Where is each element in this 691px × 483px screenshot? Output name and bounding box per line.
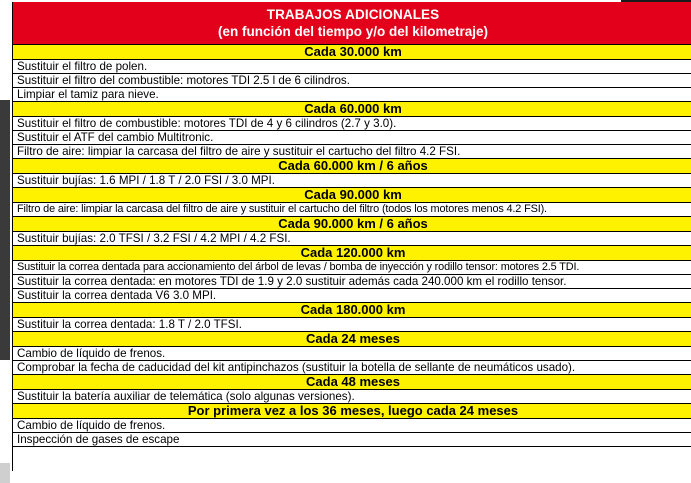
table-row: Sustituir la correa dentada: en motores TDI de 1.9 y 2.0 sustituir además cada 240.000 km el rodillo tensor.	[13, 274, 691, 288]
section-header-24-months: Cada 24 meses	[13, 331, 691, 346]
table-row: Cambio de líquido de frenos.	[13, 418, 691, 432]
table-title-line2: (en función del tiempo y/o del kilometraje)	[217, 24, 489, 39]
table-row: Sustituir la correa dentada para accionamiento del árbol de levas / bomba de inyección y rodillo tensor: motores 2.5 TDI.	[13, 260, 691, 274]
table-row: Sustituir la correa dentada V6 3.0 MPI.	[13, 288, 691, 302]
table-row: Comprobar la fecha de caducidad del kit antipinchazos (sustituir la botella de sellante de neumáticos usado).	[13, 360, 691, 374]
table-row: Sustituir el filtro de polen.	[13, 59, 691, 73]
section-header-48-months: Cada 48 meses	[13, 374, 691, 389]
table-row: Filtro de aire: limpiar la carcasa del filtro de aire y sustituir el cartucho del filtro (todos los motores menos 4.2 FSI).	[13, 202, 691, 216]
section-header-90000km-6-years: Cada 90.000 km / 6 años	[13, 216, 691, 231]
maintenance-table	[12, 2, 691, 471]
table-row: Sustituir el ATF del cambio Multitronic.	[13, 130, 691, 144]
table-row: Sustituir bujías: 1.6 MPI / 1.8 T / 2.0 FSI / 3.0 MPI.	[13, 173, 691, 187]
section-header-60000km-6-years: Cada 60.000 km / 6 años	[13, 158, 691, 173]
table-row: Cambio de líquido de frenos.	[13, 346, 691, 360]
section-header-60000km: Cada 60.000 km	[13, 101, 691, 116]
section-header-120000km: Cada 120.000 km	[13, 245, 691, 260]
table-row: Sustituir la batería auxiliar de telemática (solo algunas versiones).	[13, 389, 691, 403]
table-row: Sustituir la correa dentada: 1.8 T / 2.0 TFSI.	[13, 317, 691, 331]
table-row: Sustituir el filtro del combustible: motores TDI 2.5 l de 6 cilindros.	[13, 73, 691, 87]
background-strip-bottom-left	[0, 463, 10, 483]
section-header-90000km: Cada 90.000 km	[13, 187, 691, 202]
section-header-30000km: Cada 30.000 km	[13, 44, 691, 59]
table-row: Sustituir el filtro de combustible: motores TDI de 4 y 6 cilindros (2.7 y 3.0).	[13, 116, 691, 130]
table-row: Sustituir bujías: 2.0 TFSI / 3.2 FSI / 4.2 MPI / 4.2 FSI.	[13, 231, 691, 245]
table-title-line1: TRABAJOS ADICIONALES	[266, 7, 440, 22]
background-strip-left	[0, 100, 10, 360]
section-header-180000km: Cada 180.000 km	[13, 302, 691, 317]
table-row: Limpiar el tamiz para nieve.	[13, 87, 691, 101]
table-row: Filtro de aire: limpiar la carcasa del filtro de aire y sustituir el cartucho del filtro 4.2 FSI.	[13, 144, 691, 158]
section-header-36-then-24-months: Por primera vez a los 36 meses, luego cada 24 meses	[13, 403, 691, 418]
table-title	[13, 2, 691, 44]
table-row: Inspección de gases de escape	[13, 432, 691, 447]
